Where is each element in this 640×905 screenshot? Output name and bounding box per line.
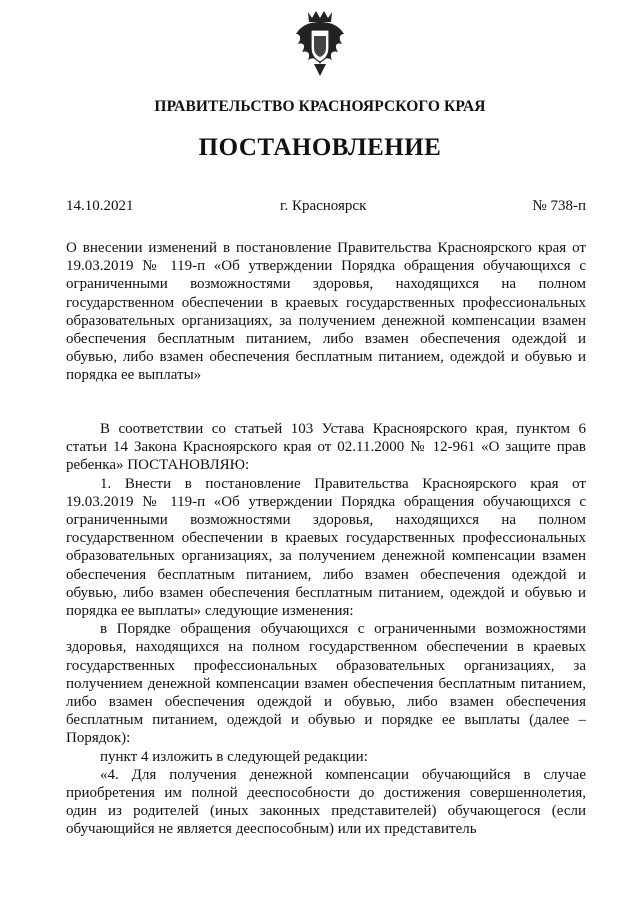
document-body: [66, 420, 586, 839]
document-city: г. Красноярск: [280, 198, 367, 214]
body-paragraph: В соответствии со статьей 103 Устава Красноярского края, пунктом 6 статьи 14 Закона Красноярского края от 02.11.2000 № 12-961 «О защите прав ребенка» ПОСТАНОВЛЯЮ:: [66, 421, 586, 474]
document-type: ПОСТАНОВЛЕНИЕ: [198, 134, 442, 161]
document-date: 14.10.2021: [66, 198, 134, 214]
body-paragraph: 1. Внести в постановление Правительства Красноярского края от 19.03.2019 № 119-п «Об утверждении Порядка обращения обучающихся с ограниченными возможностями здоровья, находящихся на полном государственном обеспечении в краевых государственных профессиональных образовательных организациях, за получением денежной компенсации взамен обеспечения бесплатным питанием, либо взамен обеспечения одеждой и обувью, либо взамен обеспечения бесплатным питанием, одеждой и обувью и порядка ее выплаты» следующие изменения:: [66, 475, 586, 620]
coat-of-arms-icon: [294, 8, 346, 78]
body-paragraph: «4. Для получения денежной компенсации обучающийся в случае приобретения им полной дееспособности до достижения совершеннолетия, один из родителей (иных законных представителей) обучающегося (если обучающийся не является дееспособным) или их представитель: [66, 766, 586, 838]
body-paragraph: в Порядке обращения обучающихся с ограниченными возможностями здоровья, находящихся на полном государственном обеспечении в краевых государственных профессиональных образовательных организациях, за получением денежной компенсации взамен обеспечения бесплатным питанием, либо взамен обеспечения одеждой и обувью, либо взамен обеспечения бесплатным питанием, одеждой и обувью и порядке ее выплаты (далее – Порядок):: [66, 621, 586, 747]
document-meta: [66, 198, 586, 218]
document-title: [66, 239, 586, 385]
title-text: О внесении изменений в постановление Правительства Красноярского края от 19.03.2019 № 119-п «Об утверждении Порядка обращения обучающихся с ограниченными возможностями здоровья, находящихся на полном государственном обеспечении в краевых государственных профессиональных образовательных организациях, за получением денежной компенсации взамен обеспечения бесплатным питанием, либо взамен обеспечения одеждой и обувью, либо взамен обеспечения бесплатным питанием, одеждой и обувью и порядка ее выплаты»: [66, 240, 586, 384]
body-paragraph: пункт 4 изложить в следующей редакции:: [100, 748, 368, 765]
document-number: № 738-п: [532, 198, 586, 214]
organization-name: ПРАВИТЕЛЬСТВО КРАСНОЯРСКОГО КРАЯ: [154, 98, 486, 115]
